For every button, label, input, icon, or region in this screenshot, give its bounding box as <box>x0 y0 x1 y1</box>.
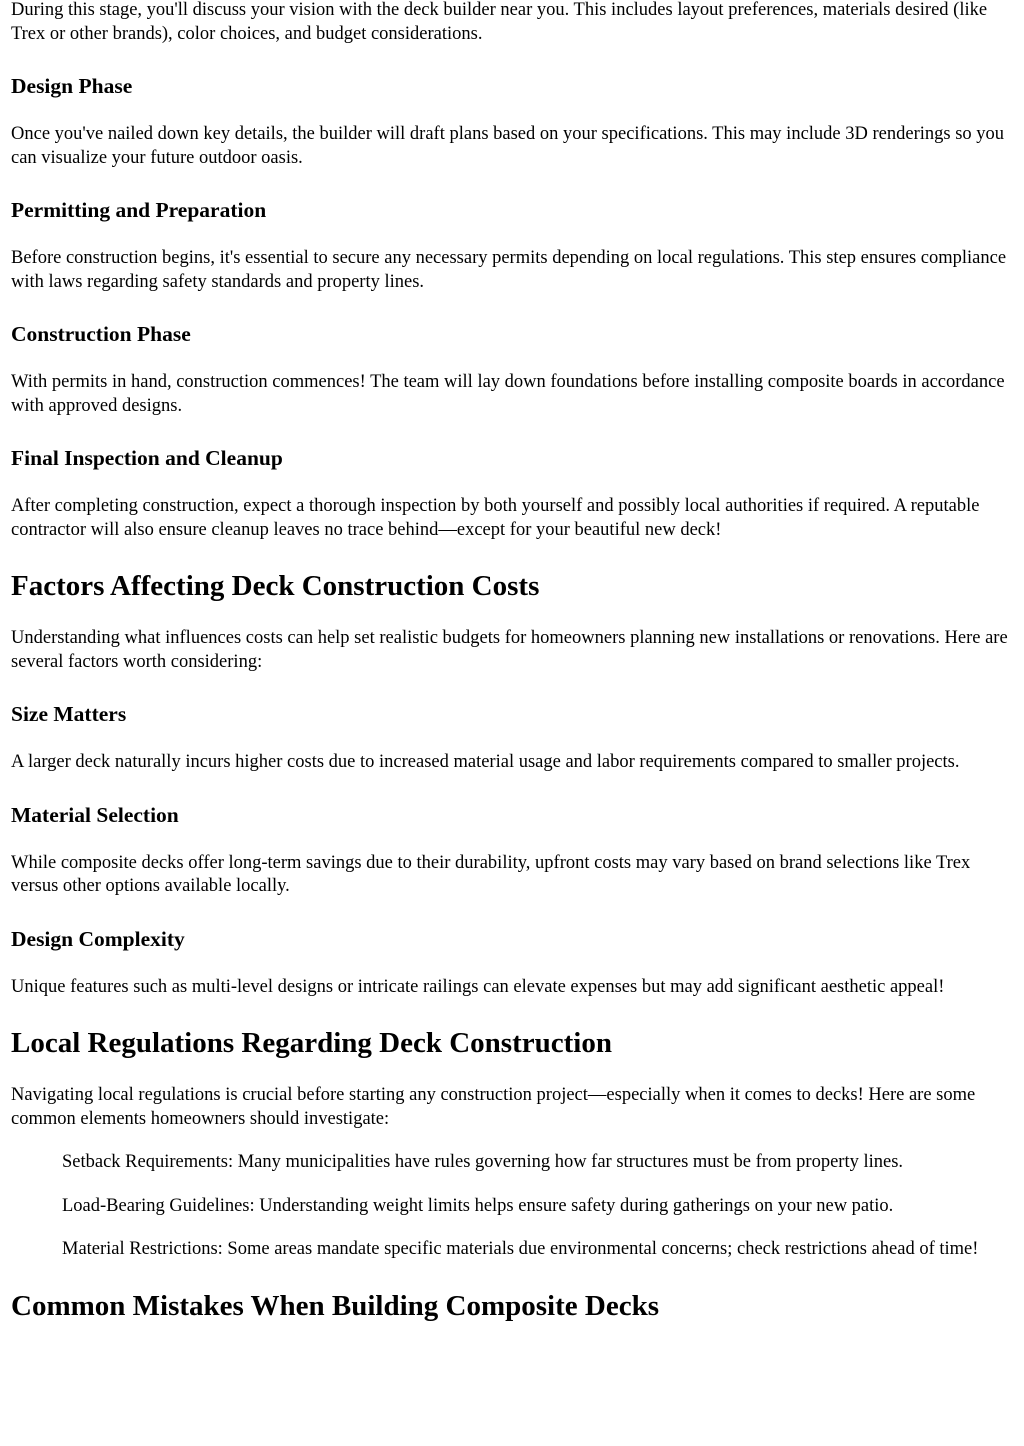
heading-size-matters: Size Matters <box>11 702 127 726</box>
heading-material-selection: Material Selection <box>11 802 179 827</box>
heading-common-mistakes: Common Mistakes When Building Composite Decks <box>11 1289 659 1322</box>
list-spacer <box>62 1218 1016 1238</box>
list-item: Setback Requirements: Many municipalities have rules governing how far structures must be from property lines. <box>62 1152 904 1172</box>
paragraph-design-phase: Once you've nailed down key details, the builder will draft plans based on your specifications. This may include 3D renderings so you can visualize your future outdoor oasis. <box>11 124 1005 168</box>
paragraph-final-inspection: After completing construction, expect a thorough inspection by both yourself and possibly local authorities if required. A reputable contractor will also ensure cleanup leaves no trace behind—except for your beautiful new deck! <box>11 496 980 540</box>
heading-final-inspection: Final Inspection and Cleanup <box>11 446 283 470</box>
paragraph-material-selection: While composite decks offer long-term savings due to their durability, upfront costs may vary based on brand selections like Trex versus other options available locally. <box>11 852 971 896</box>
list-spacer <box>62 1175 1016 1195</box>
heading-costs: Factors Affecting Deck Construction Costs <box>11 570 540 602</box>
heading-construction-phase: Construction Phase <box>11 322 191 346</box>
paragraph-regulations-intro: Navigating local regulations is crucial before starting any construction project—especially when it comes to decks! Here are some common elements homeowners should investigate: <box>11 1085 976 1129</box>
heading-design-complexity: Design Complexity <box>11 926 185 951</box>
paragraph-size-matters: A larger deck naturally incurs higher costs due to increased material usage and labor requirements compared to smaller projects. <box>11 752 960 772</box>
paragraph-permitting: Before construction begins, it's essential to secure any necessary permits depending on local regulations. This step ensures compliance with laws regarding safety standards and property lines. <box>11 248 1007 292</box>
regulations-list <box>11 1151 1016 1262</box>
article-content <box>11 0 1016 1323</box>
heading-permitting: Permitting and Preparation <box>11 198 267 222</box>
list-item: Load-Bearing Guidelines: Understanding weight limits helps ensure safety during gatherings on your new patio. <box>62 1195 894 1216</box>
list-item: Material Restrictions: Some areas mandate specific materials due environmental concerns; check restrictions ahead of time! <box>62 1239 979 1259</box>
paragraph-costs-intro: Understanding what influences costs can help set realistic budgets for homeowners planning new installations or renovations. Here are several factors worth considering: <box>11 628 1008 672</box>
intro-paragraph: During this stage, you'll discuss your vision with the deck builder near you. This includes layout preferences, materials desired (like Trex or other brands), color choices, and budget considerations. <box>11 0 988 44</box>
heading-regulations: Local Regulations Regarding Deck Construction <box>11 1027 612 1059</box>
paragraph-design-complexity: Unique features such as multi-level designs or intricate railings can elevate expenses but may add significant aesthetic appeal! <box>11 976 945 997</box>
paragraph-construction-phase: With permits in hand, construction commences! The team will lay down foundations before installing composite boards in accordance with approved designs. <box>11 372 1005 416</box>
heading-design-phase: Design Phase <box>11 74 133 98</box>
